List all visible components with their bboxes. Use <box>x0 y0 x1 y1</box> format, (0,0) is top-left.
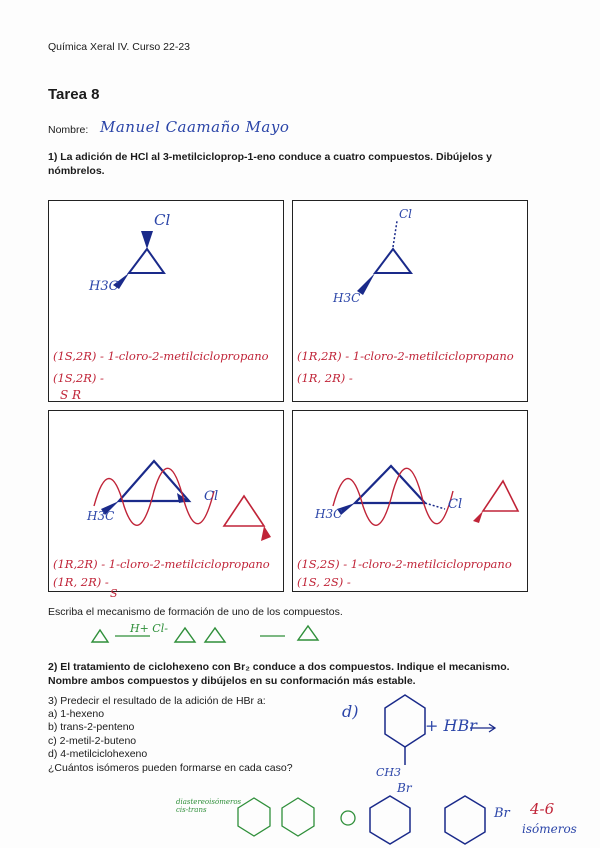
assignment-title: Tarea 8 <box>48 86 100 103</box>
isomer-count-label: isómeros <box>522 822 577 836</box>
reagent-label: + HBr <box>425 716 477 735</box>
green-note: diastereoisómeros cis-trans <box>176 798 242 814</box>
item-d: d) 4-metilciclohexeno <box>48 748 148 761</box>
ch3-label-d: CH3 <box>376 766 402 779</box>
compound-extra-3: S <box>110 587 118 600</box>
mechanism-prompt: Escriba el mecanismo de formación de uno de los compuestos. <box>48 606 343 618</box>
compound-config-3: (1R, 2R) - <box>53 575 109 589</box>
question-1-line2: nómbrelos. <box>48 165 105 177</box>
cl-label-1: Cl <box>154 211 171 229</box>
cl-label-2: Cl <box>399 207 413 221</box>
course-header: Química Xeral IV. Curso 22-23 <box>48 41 191 53</box>
cl-label-3: Cl <box>204 489 219 504</box>
ch3-label-2: H3C <box>333 291 361 305</box>
br-label-2: Br <box>494 806 510 821</box>
item-a: a) 1-hexeno <box>48 708 105 720</box>
name-label: Nombre: <box>48 124 89 136</box>
compound-name-3: (1R,2R) - 1-cloro-2-metilciclopropano <box>53 557 270 571</box>
question-2-line1: 2) El tratamiento de ciclohexeno con Br₂ conduce a dos compuestos. Indique el mecanismo. <box>48 661 510 673</box>
compound-name-2: (1R,2R) - 1-cloro-2-metilciclopropano <box>297 349 514 363</box>
compound-config-1: (1S,2R) - <box>53 371 104 385</box>
ch3-label-3: H3C <box>87 509 115 523</box>
isomer-count: 4-6 <box>530 800 555 818</box>
isomer-question: ¿Cuántos isómeros pueden formarse en cada caso? <box>48 761 293 774</box>
question-1-line1: 1) La adición de HCl al 3-metilcicloprop-1-eno conduce a cuatro compuestos. Dibújelos y <box>48 151 493 163</box>
ch3-label-4: H3C <box>315 507 343 521</box>
mechanism-text: H+ Cl- <box>130 622 168 635</box>
compound-name-1: (1S,2R) - 1-cloro-2-metilciclopropano <box>53 349 269 363</box>
item-c: c) 2-metil-2-buteno <box>48 734 137 747</box>
compound-config-4: (1S, 2S) - <box>297 575 351 589</box>
student-name: Manuel Caamaño Mayo <box>100 118 290 136</box>
br-label-1: Br <box>397 781 412 795</box>
ch3-label-1: H3C <box>89 279 119 294</box>
question-3-prompt: 3) Predecir el resultado de la adición de HBr a: <box>48 695 266 707</box>
question-2-line2: Nombre ambos compuestos y dibújelos en su conformación más estable. <box>48 675 416 687</box>
answer-d-label: d) <box>342 702 359 721</box>
compound-extra-1: S R <box>60 388 82 402</box>
compound-config-2: (1R, 2R) - <box>297 371 353 385</box>
compound-name-4: (1S,2S) - 1-cloro-2-metilciclopropano <box>297 557 512 571</box>
item-b: b) trans-2-penteno <box>48 721 135 734</box>
cl-label-4: Cl <box>448 497 463 512</box>
